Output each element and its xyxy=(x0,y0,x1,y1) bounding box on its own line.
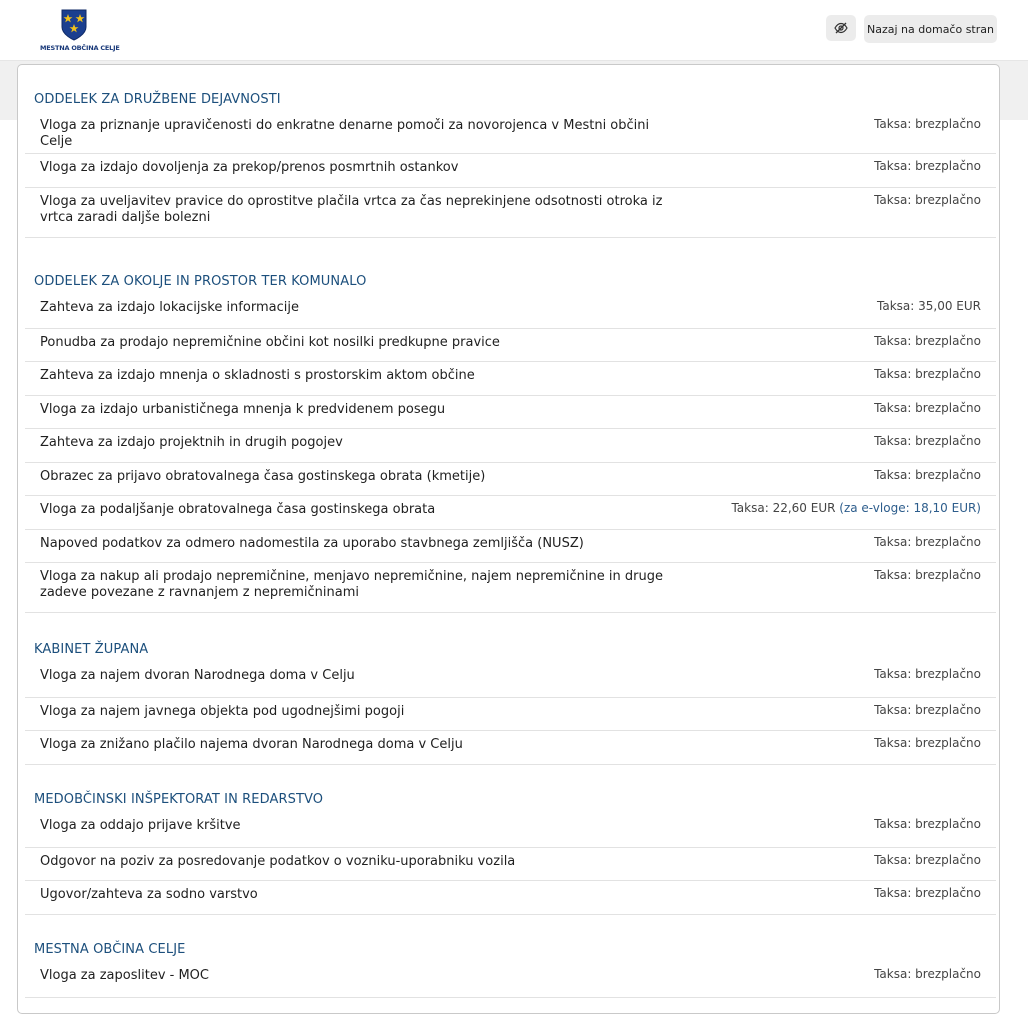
form-label: Vloga za uveljavitev pravice do oprostitve plačila vrtca za čas neprekinjene odsotnosti otroka iz vrtca zaradi daljše bolezni xyxy=(40,194,663,225)
form-row[interactable] xyxy=(25,294,996,329)
eye-slash-icon xyxy=(834,22,848,34)
form-fee: Taksa: brezplačno xyxy=(874,886,981,900)
form-fee: Taksa: brezplačno xyxy=(874,434,981,448)
form-label: Vloga za najem dvoran Narodnega doma v Celju xyxy=(40,668,355,683)
form-fee: Taksa: brezplačno xyxy=(874,667,981,681)
form-row[interactable] xyxy=(25,962,996,998)
form-fee: Taksa: brezplačno xyxy=(874,817,981,831)
form-label: Obrazec za prijavo obratovalnega časa gostinskega obrata (kmetije) xyxy=(40,469,486,484)
back-to-home-button[interactable]: Nazaj na domačo stran xyxy=(864,15,997,43)
form-fee: Taksa: brezplačno xyxy=(874,193,981,207)
form-fee: Taksa: brezplačno xyxy=(874,117,981,131)
form-label: Vloga za nakup ali prodajo nepremičnine, menjavo nepremičnine, najem nepremičnine in druge zadeve povezane z ravnanjem z nepremičninami xyxy=(40,569,663,600)
form-row[interactable] xyxy=(25,848,996,881)
form-label: Vloga za podaljšanje obratovalnega časa gostinskega obrata xyxy=(40,502,436,517)
section-title: ODDELEK ZA DRUŽBENE DEJAVNOSTI xyxy=(34,92,281,107)
form-row[interactable] xyxy=(25,698,996,731)
form-label: Vloga za najem javnega objekta pod ugodnejšimi pogoji xyxy=(40,704,405,719)
form-label: Vloga za izdajo urbanističnega mnenja k predvidenem posegu xyxy=(40,402,446,417)
form-label: Odgovor na poziv za posredovanje podatkov o vozniku-uporabniku vozila xyxy=(40,854,516,869)
form-fee: Taksa: brezplačno xyxy=(874,401,981,415)
form-fee: Taksa: brezplačno xyxy=(874,703,981,717)
form-row[interactable] xyxy=(25,731,996,765)
form-label: Vloga za izdajo dovoljenja za prekop/prenos posmrtnih ostankov xyxy=(40,160,459,175)
accessibility-toggle-button[interactable] xyxy=(826,15,856,41)
form-label: Vloga za priznanje upravičenosti do enkratne denarne pomoči za novorojenca v Mestni občini Celje xyxy=(40,118,650,149)
form-row[interactable] xyxy=(25,429,996,463)
form-fee: Taksa: brezplačno xyxy=(874,967,981,981)
form-row[interactable] xyxy=(25,563,996,613)
form-fee: Taksa: brezplačno xyxy=(874,853,981,867)
form-label: Ponudba za prodajo nepremičnine občini kot nosilki predkupne pravice xyxy=(40,335,500,350)
section-title: KABINET ŽUPANA xyxy=(34,642,149,657)
form-row[interactable] xyxy=(25,154,996,188)
form-label: Ugovor/zahteva za sodno varstvo xyxy=(40,887,258,902)
municipality-logo[interactable] xyxy=(40,9,120,55)
form-row[interactable] xyxy=(25,329,996,362)
form-row[interactable] xyxy=(25,496,996,530)
form-row[interactable] xyxy=(25,396,996,429)
form-fee: Taksa: brezplačno xyxy=(874,736,981,750)
form-fee: Taksa: brezplačno xyxy=(874,535,981,549)
form-fee xyxy=(731,501,981,515)
form-label: Vloga za zaposlitev - MOC xyxy=(40,968,209,983)
section-title: MEDOBČINSKI INŠPEKTORAT IN REDARSTVO xyxy=(34,792,324,807)
form-fee: Taksa: 35,00 EUR xyxy=(877,299,981,313)
fee-e-vloge: (za e-vloge: 18,10 EUR) xyxy=(839,501,981,515)
site-header xyxy=(0,0,1028,61)
form-row[interactable] xyxy=(25,881,996,915)
coat-of-arms-icon xyxy=(61,9,87,41)
form-row[interactable] xyxy=(25,112,996,154)
form-label: Vloga za oddajo prijave kršitve xyxy=(40,818,241,833)
form-fee: Taksa: brezplačno xyxy=(874,568,981,582)
form-row[interactable] xyxy=(25,362,996,396)
form-fee: Taksa: brezplačno xyxy=(874,334,981,348)
form-row[interactable] xyxy=(25,188,996,238)
form-row[interactable] xyxy=(25,812,996,848)
forms-card xyxy=(17,64,1000,1014)
form-fee: Taksa: brezplačno xyxy=(874,159,981,173)
form-fee: Taksa: brezplačno xyxy=(874,367,981,381)
form-label: Napoved podatkov za odmero nadomestila za uporabo stavbnega zemljišča (NUSZ) xyxy=(40,536,584,551)
form-row[interactable] xyxy=(25,463,996,496)
form-label: Zahteva za izdajo mnenja o skladnosti s prostorskim aktom občine xyxy=(40,368,475,383)
form-row[interactable] xyxy=(25,662,996,698)
form-label: Vloga za znižano plačilo najema dvoran Narodnega doma v Celju xyxy=(40,737,463,752)
form-fee: Taksa: brezplačno xyxy=(874,468,981,482)
form-label: Zahteva za izdajo projektnih in drugih pogojev xyxy=(40,435,343,450)
section-title: ODDELEK ZA OKOLJE IN PROSTOR TER KOMUNALO xyxy=(34,274,367,289)
fee-value: Taksa: 22,60 EUR xyxy=(731,501,836,515)
form-row[interactable] xyxy=(25,530,996,563)
form-label: Zahteva za izdajo lokacijske informacije xyxy=(40,300,299,315)
section-title: MESTNA OBČINA CELJE xyxy=(34,942,186,957)
logo-text: MESTNA OBČINA CELJE xyxy=(40,44,120,52)
